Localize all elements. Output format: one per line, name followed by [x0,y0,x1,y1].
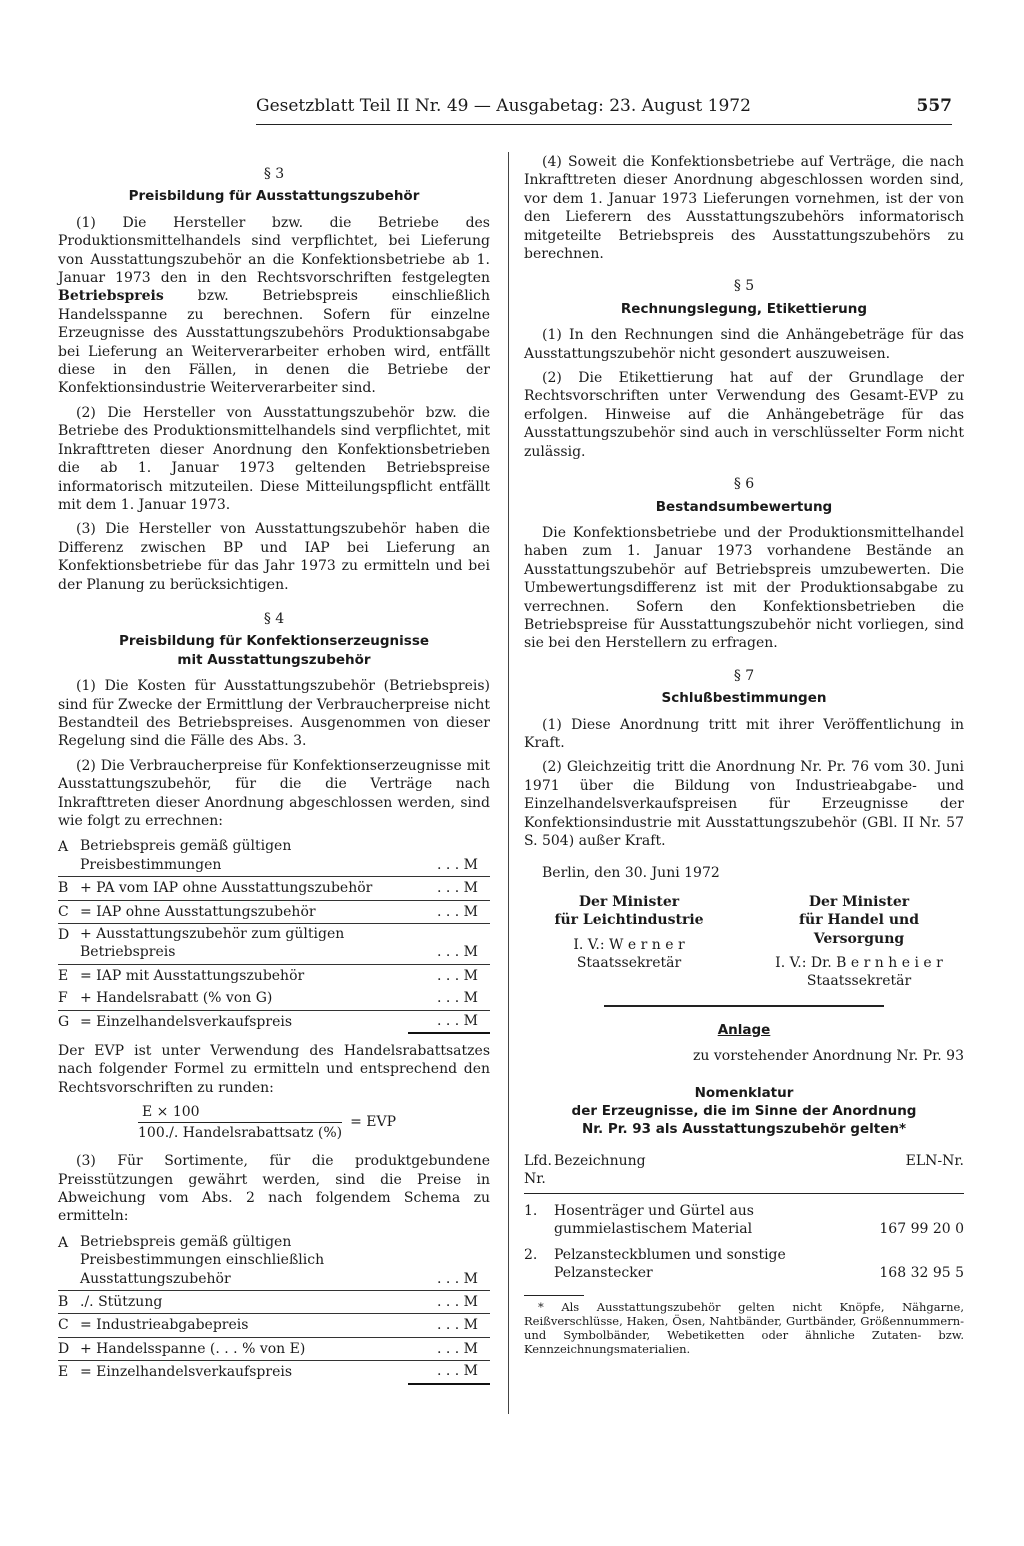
section-4-paragraph-4: (4) Soweit die Konfektionsbetriebe auf Verträge, die nach Inkrafttreten dieser Anordnung abgeschlossen worden sind, vor dem 1. Januar 1973 Lieferungen vornehmen, ist der von den Lieferern des Ausstattungszubehörs informatorisch mitgeteilte Betriebspreis des Ausstattungszubehörs zu berechnen. [524,154,964,263]
signature-right [754,893,964,991]
row-letter: C [58,900,80,923]
page-number: 557 [916,96,952,116]
evp-formula [138,1103,490,1142]
formula-result: = EVP [350,1114,397,1131]
section-7-number: § 7 [733,667,755,684]
table-row [524,1240,964,1284]
table-row [58,1314,490,1337]
section-3-paragraph-1-part-b: bzw. Betriebspreis einschließlich Handelsspanne zu berechnen. Sofern für einzelne Erzeugnisse des Ausstattungszubehörs Produktionsabgabe bei Lieferung an Weiterverarbeiter erhoben wird, entfällt diese in den Fällen, in denen die Betriebe der Konfektionsindustrie Weiterverarbeiter sind. [58,288,491,397]
table-row [524,1193,964,1239]
section-5-heading: Rechnungslegung, Etikettierung [620,300,868,317]
row-letter: E [58,1364,69,1381]
footnote: * Als Ausstattungszubehör gelten nicht Knöpfe, Nähgarne, Reißverschlüsse, Haken, Ösen, Nahtbänder, Gurtbänder, Größennummern- und Symbolbänder, Webetiketten oder ähnliche Zutaten- bzw. Kennzeichnungsmaterialien. [524,1300,964,1357]
evp-paragraph: Der EVP ist unter Verwendung des Handelsrabattsatzes nach folgender Formel zu ermitteln und entsprechend den Rechtsvorschriften zu runden: [58,1043,490,1096]
row-amount: . . . M [408,1314,490,1337]
section-3-paragraph-1 [58,214,490,398]
row-text: = Einzelhandelsverkaufspreis [80,1013,293,1030]
table-header-row [524,1151,964,1193]
row-text: Betriebspreis gemäß gültigen Preisbestimmungen [80,836,408,876]
row-letter: C [58,1314,80,1337]
row-letter: E [58,967,69,984]
header-eln-nr: ELN-Nr. [864,1151,964,1193]
row-text: = Einzelhandelsverkaufspreis [80,1364,293,1381]
section-5-number: § 5 [733,278,755,295]
nomenclature-title-2: der Erzeugnisse, die im Sinne der Anordnung [571,1103,917,1120]
nomenclature-table [524,1151,964,1283]
row-letter: A [58,836,80,876]
row-text: = Industrieabgabepreis [80,1314,408,1337]
section-4-paragraph-1: (1) Die Kosten für Ausstattungszubehör (Betriebspreis) sind für Zwecke der Ermittlung der Verbraucherpreise nicht Bestandteil des Betriebspreises. Ausgenommen von dieser Regelung sind die Fälle des Abs. 3. [58,678,490,750]
row-letter: D [58,1337,80,1360]
section-5-paragraph-2: (2) Die Etikettierung hat auf der Grundlage der Rechtsvorschriften unter Verwendung des Gesamt-EVP zu erfolgen. Hinweise auf die Anhängebeträge für das Ausstattungszubehör sind auch in verschlüsselter Form nicht zulässig. [524,370,964,460]
row-amount: . . . M [408,1010,490,1033]
row-letter: G [58,1013,70,1030]
row-letter: B [58,877,80,900]
row-letter: A [58,1232,80,1291]
row-number: 2. [524,1246,538,1263]
signature-right-title: Staatssekretär [806,973,912,990]
row-amount: . . . M [408,877,490,900]
row-text: + Handelsspanne (. . . % von E) [80,1337,408,1360]
table-row [58,1337,490,1360]
section-4-heading-line-2: mit Ausstattungszubehör [177,651,371,668]
section-4-heading-line-1: Preisbildung für Konfektionserzeugnisse [118,633,430,650]
signature-left-name: I. V.: W e r n e r [573,936,685,953]
table-row [58,1010,490,1033]
column-divider [508,152,509,1414]
section-3-paragraph-1-part-a: (1) Die Hersteller bzw. die Betriebe des Produktionsmittelhandels sind verpflichtet, bei Lieferung von Ausstattungszubehör an die Konfektionsbetriebe ab 1. Januar 1973 den in den Rechtsvorschriften festgelegten [58,214,490,287]
gazette-title: Gesetzblatt Teil II Nr. 49 — Ausgabetag: 23. August 1972 [256,96,751,116]
annex-title: Anlage [717,1021,771,1038]
row-number: 1. [524,1202,538,1219]
price-calculation-table [58,836,490,1034]
row-amount: . . . M [408,987,490,1010]
row-text: ./. Stützung [80,1290,408,1313]
row-letter: B [58,1290,80,1313]
row-text: = IAP mit Ausstattungszubehör [80,967,305,984]
annex-subtitle: zu vorstehender Anordnung Nr. Pr. 93 [693,1048,964,1065]
row-amount: . . . M [408,1290,490,1313]
header-bezeichnung: Bezeichnung [554,1151,864,1193]
date-line: Berlin, den 30. Juni 1972 [542,865,720,882]
section-3-heading: Preisbildung für Ausstattungszubehör [128,188,420,205]
row-text: = IAP ohne Ausstattungszubehör [80,900,408,923]
signature-left-role-1: Der Minister [578,893,680,910]
formula-fraction [138,1103,342,1142]
table-row [58,1232,490,1291]
row-amount: . . . M [408,900,490,923]
nomenclature-title-3: Nr. Pr. 93 als Ausstattungszubehör gelten* [581,1121,907,1138]
section-6-heading: Bestandsumbewertung [655,498,833,515]
table-row [58,964,490,987]
row-text: Betriebspreis gemäß gültigen Preisbestimmungen einschließlich Ausstattungszubehör [80,1232,408,1291]
section-4-paragraph-2: (2) Die Verbraucherpreise für Konfektionserzeugnisse mit Ausstattungszubehör, für die die Verträge nach Inkrafttreten dieser Anordnung abgeschlossen werden, sind wie folgt zu errechnen: [58,757,490,829]
signature-right-name: I. V.: Dr. B e r n h e i e r [775,955,943,972]
section-4-number: § 4 [263,610,285,627]
footnote-divider [524,1295,584,1296]
row-designation: Hosenträger und Gürtel aus gummielastischem Material [554,1202,754,1238]
subsidy-calculation-table [58,1232,490,1385]
table-row [58,836,490,876]
row-designation: Pelzansteckblumen und sonstige Pelzanstecker [554,1246,786,1281]
section-7-paragraph-2: (2) Gleichzeitig tritt die Anordnung Nr. Pr. 76 vom 30. Juni 1971 über die Bildung von Industrieabgabe- und Einzelhandelsverkaufspreisen für Erzeugnisse der Konfektionsindustrie mit Ausstattungszubehör (GBl. II Nr. 57 S. 504) außer Kraft. [524,759,964,849]
table-row [58,900,490,923]
section-6-paragraph-1: Die Konfektionsbetriebe und der Produktionsmittelhandel haben zum 1. Januar 1973 vorhandene Bestände an Ausstattungszubehör auf Betriebspreis umzubewerten. Die Umbewertungsdifferenz ist mit der Produktionsabgabe zu verrechnen. Sofern den Konfektionsbetrieben die Betriebspreise für Ausstattungszubehör nicht vorliegen, sind sie bei den Herstellern zu erfragen. [524,524,964,652]
row-amount: . . . M [408,1337,490,1360]
formula-numerator: E × 100 [142,1104,200,1121]
row-amount: . . . M [408,1361,490,1384]
section-3-number: § 3 [263,166,285,182]
formula-denominator: 100./. Handelsrabattsatz (%) [138,1122,342,1142]
row-text: + PA vom IAP ohne Ausstattungszubehör [80,877,408,900]
divider [604,1005,884,1007]
row-amount: . . . M [408,924,490,965]
right-column [524,153,964,1356]
row-amount: . . . M [408,836,490,876]
signature-block [524,893,964,991]
table-row [58,924,490,965]
row-letter: D [58,924,80,965]
table-row [58,877,490,900]
section-4-paragraph-3: (3) Für Sortimente, für die produktgebundene Preisstützungen gewährt werden, sind die Preise in Abweichung vom Abs. 2 nach folgendem Schema zu ermitteln: [58,1153,490,1225]
page-header [256,94,952,125]
table-row [58,987,490,1010]
section-7-heading: Schlußbestimmungen [661,690,827,707]
row-letter: F [58,987,80,1010]
section-3-paragraph-1-bold: Betriebspreis [58,288,164,305]
row-text: + Ausstattungszubehör zum gültigen Betriebspreis [80,924,408,965]
row-eln: 168 32 95 5 [879,1264,964,1281]
row-eln: 167 99 20 0 [879,1221,964,1238]
section-3-paragraph-2: (2) Die Hersteller von Ausstattungszubehör bzw. die Betriebe des Produktionsmittelhandels sind verpflichtet, mit Inkrafttreten dieser Anordnung den Konfektionsbetrieben die ab 1. Januar 1973 geltenden Betriebspreise informatorisch mitzuteilen. Diese Mitteilungspflicht entfällt mit dem 1. Januar 1973. [58,404,490,513]
signature-right-role-1: Der Minister [808,893,910,910]
nomenclature-title-1: Nomenklatur [694,1084,794,1101]
signature-left [524,893,734,991]
section-3-paragraph-3: (3) Die Hersteller von Ausstattungszubehör haben die Differenz zwischen BP und IAP bei Lieferung an Konfektionsbetriebe für das Jahr 1973 zu ermitteln und bei der Planung zu berücksichtigen. [58,521,490,593]
signature-left-role-2: für Leichtindustrie [554,912,704,929]
section-7-paragraph-1: (1) Diese Anordnung tritt mit ihrer Veröffentlichung in Kraft. [524,716,964,751]
header-lfd-nr: Lfd. Nr. [524,1151,554,1193]
signature-right-role-2: für Handel und Versorgung [799,912,919,947]
section-6-number: § 6 [733,476,755,493]
left-column [58,153,490,1393]
row-amount: . . . M [408,1232,490,1291]
section-5-paragraph-1: (1) In den Rechnungen sind die Anhängebeträge für das Ausstattungszubehör nicht gesondert auszuweisen. [524,327,964,362]
table-row [58,1290,490,1313]
table-row [58,1361,490,1384]
row-amount: . . . M [436,967,478,984]
signature-left-title: Staatssekretär [576,955,682,972]
row-text: + Handelsrabatt (% von G) [80,987,408,1010]
